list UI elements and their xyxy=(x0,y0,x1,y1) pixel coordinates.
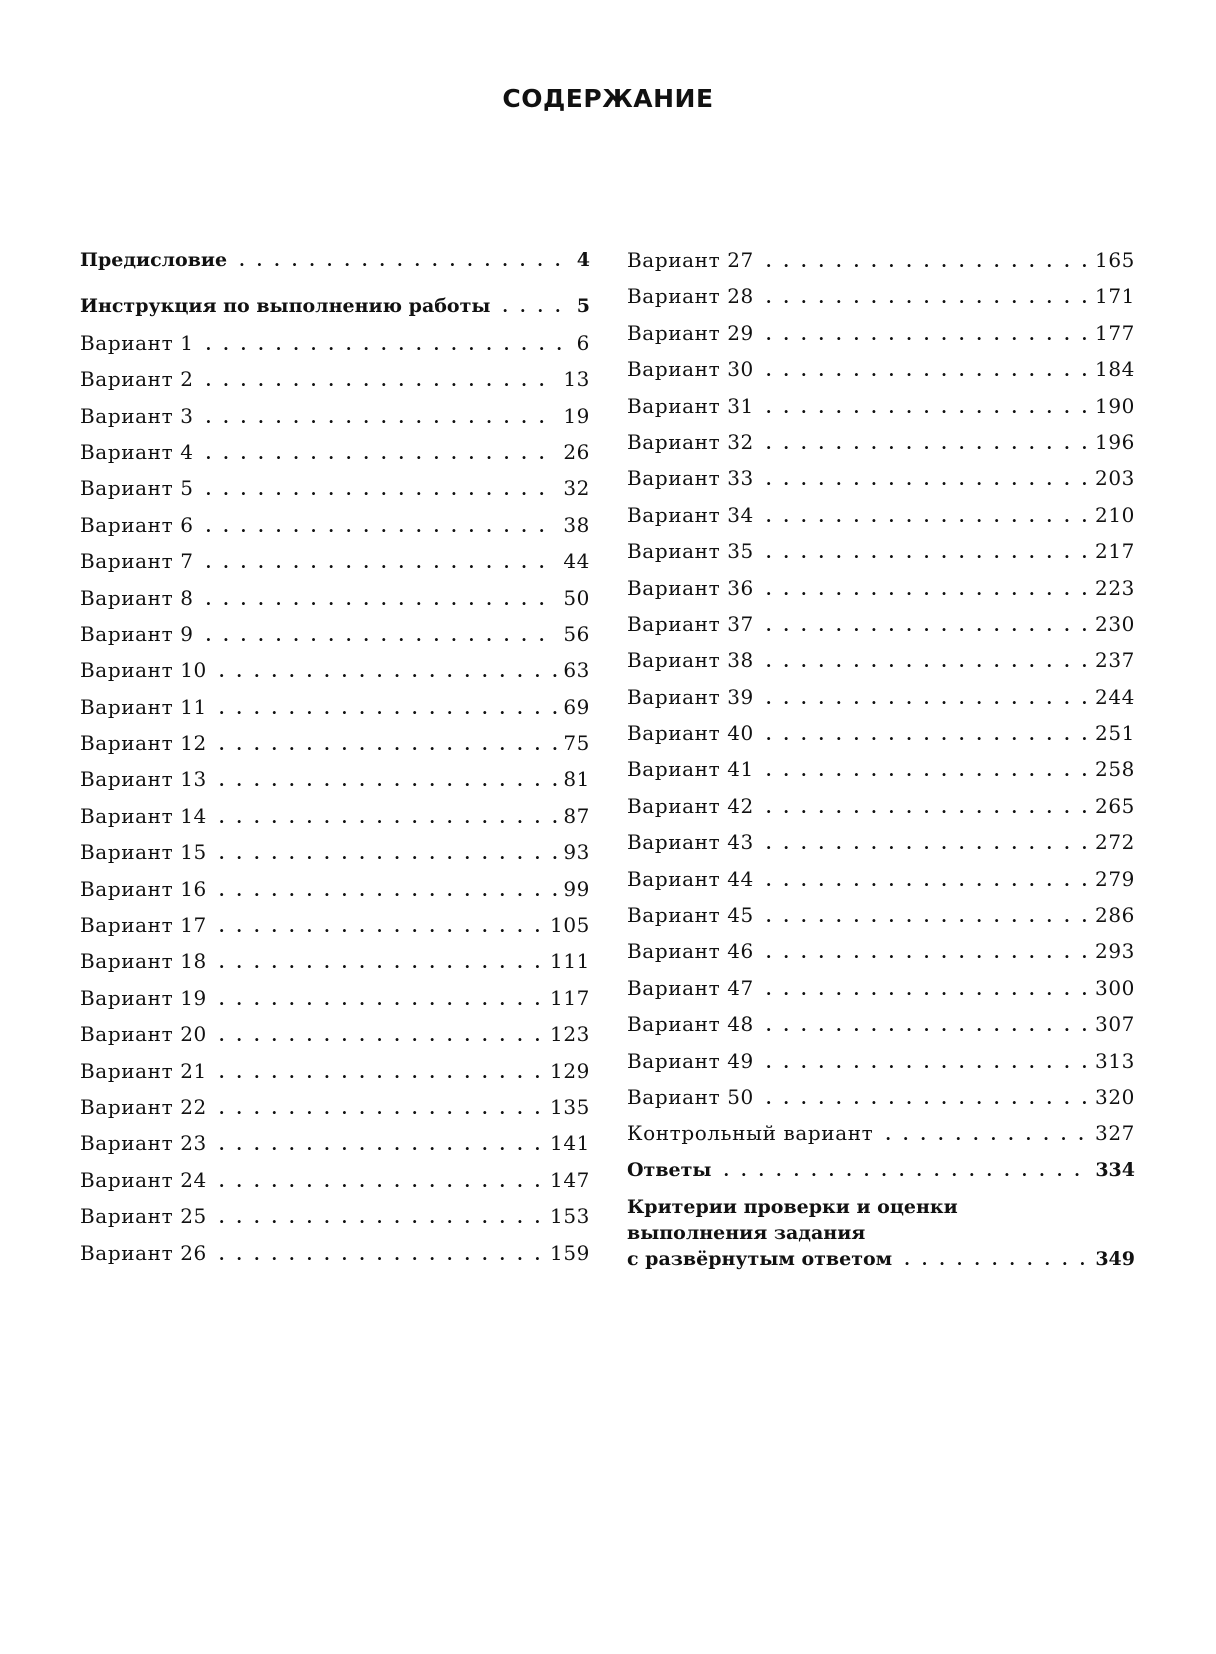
toc-entry-label: Вариант 47 xyxy=(627,975,754,1000)
dot-leader xyxy=(766,1081,1089,1117)
toc-entry[interactable] xyxy=(627,497,1135,533)
toc-entry-page: 63 xyxy=(563,658,590,683)
toc-entry-page: 19 xyxy=(563,403,590,428)
dot-leader xyxy=(219,691,557,727)
toc-entry-label: Вариант 20 xyxy=(80,1022,207,1047)
dot-leader xyxy=(219,909,544,945)
toc-entry-label: Вариант 27 xyxy=(627,248,754,272)
toc-entry-page: 26 xyxy=(563,439,590,464)
toc-entry-label-line: Критерии проверки и оценки xyxy=(627,1196,958,1219)
dot-leader xyxy=(219,1164,544,1200)
toc-entry-page: 69 xyxy=(563,694,590,719)
toc-entry-page: 258 xyxy=(1095,757,1135,782)
dot-leader xyxy=(766,280,1089,316)
toc-entry-label: Вариант 4 xyxy=(80,439,194,464)
dot-leader xyxy=(219,763,557,799)
toc-entry[interactable] xyxy=(627,533,1135,569)
dot-leader xyxy=(766,244,1089,280)
toc-entry-label: Вариант 13 xyxy=(80,767,207,792)
dot-leader xyxy=(206,363,558,399)
toc-entry-page: 300 xyxy=(1095,975,1135,1000)
toc-entry[interactable] xyxy=(627,970,1135,1006)
toc-entry-page: 203 xyxy=(1095,466,1135,491)
dot-leader xyxy=(766,681,1089,717)
dot-leader xyxy=(766,317,1089,353)
toc-entry-page: 265 xyxy=(1095,793,1135,818)
dot-leader xyxy=(219,654,557,690)
toc-entry-label: Вариант 50 xyxy=(627,1084,754,1109)
dot-leader xyxy=(766,644,1089,680)
toc-entry[interactable] xyxy=(80,1016,590,1052)
dot-leader xyxy=(219,1055,544,1091)
dot-leader xyxy=(206,472,558,508)
toc-entry[interactable] xyxy=(80,398,590,434)
toc-entry-label: Вариант 23 xyxy=(80,1131,207,1156)
toc-entry[interactable] xyxy=(627,242,1135,278)
toc-entry-criteria[interactable] xyxy=(627,1188,1135,1273)
toc-entry-label: Вариант 9 xyxy=(80,621,194,646)
toc-entry-label: Вариант 33 xyxy=(627,466,754,491)
toc-entry-label: Вариант 40 xyxy=(627,721,754,746)
toc-entry[interactable] xyxy=(80,871,590,907)
toc-entry-label: Вариант 5 xyxy=(80,476,194,501)
toc-entry[interactable] xyxy=(80,288,590,324)
toc-entry[interactable] xyxy=(627,351,1135,387)
toc-entry-page: 38 xyxy=(563,512,590,537)
toc-left-column xyxy=(80,242,590,1271)
dot-leader xyxy=(206,509,558,545)
toc-entry-page: 210 xyxy=(1095,502,1135,527)
dot-leader xyxy=(766,1008,1089,1044)
toc-entry-page: 307 xyxy=(1095,1012,1135,1037)
toc-entry[interactable] xyxy=(80,616,590,652)
toc-entry[interactable] xyxy=(627,715,1135,751)
toc-entry-page: 293 xyxy=(1095,939,1135,964)
toc-entry[interactable] xyxy=(80,361,590,397)
toc-entry-label: Вариант 16 xyxy=(80,876,207,901)
toc-entry[interactable] xyxy=(80,943,590,979)
toc-entry-label: Вариант 11 xyxy=(80,694,207,719)
dot-leader xyxy=(219,982,544,1018)
toc-entry[interactable] xyxy=(627,1043,1135,1079)
toc-entry[interactable] xyxy=(80,689,590,725)
toc-entry-label: Вариант 2 xyxy=(80,367,194,392)
toc-entry[interactable] xyxy=(80,1162,590,1198)
toc-entry[interactable] xyxy=(80,1089,590,1125)
toc-entry[interactable] xyxy=(80,798,590,834)
toc-entry-page: 349 xyxy=(1095,1248,1135,1271)
dot-leader xyxy=(206,436,558,472)
toc-entry-page: 117 xyxy=(550,985,590,1010)
dot-leader xyxy=(239,243,571,279)
toc-entry-page: 141 xyxy=(550,1131,590,1156)
toc-entry-page: 286 xyxy=(1095,903,1135,928)
toc-entry-label: Вариант 34 xyxy=(627,502,754,527)
toc-entry-page: 129 xyxy=(550,1058,590,1083)
dot-leader xyxy=(766,353,1089,389)
toc-entry[interactable] xyxy=(627,460,1135,496)
toc-entry-label: Вариант 46 xyxy=(627,939,754,964)
dot-leader xyxy=(219,945,544,981)
dot-leader xyxy=(219,1127,544,1163)
toc-entry-label: Предисловие xyxy=(80,249,228,271)
toc-entry-page: 87 xyxy=(563,803,590,828)
toc-entry-label: Вариант 43 xyxy=(627,830,754,855)
toc-entry-label: Вариант 15 xyxy=(80,840,207,865)
dot-leader xyxy=(219,727,557,763)
toc-entry-page: 5 xyxy=(576,295,590,318)
toc-entry-page: 50 xyxy=(563,585,590,610)
toc-entry-page: 327 xyxy=(1095,1121,1135,1146)
toc-entry-page: 190 xyxy=(1095,393,1135,418)
toc-entry-label: Вариант 45 xyxy=(627,903,754,928)
toc-entry-label: Вариант 32 xyxy=(627,429,754,454)
toc-entry-label: Вариант 12 xyxy=(80,731,207,756)
toc-entry-label: Вариант 7 xyxy=(80,549,194,574)
dot-leader xyxy=(766,753,1089,789)
toc-entry-page: 44 xyxy=(563,549,590,574)
dot-leader xyxy=(206,545,558,581)
toc-entry-label: Ответы xyxy=(627,1158,712,1181)
dot-leader xyxy=(206,327,571,363)
toc-entry[interactable] xyxy=(627,897,1135,933)
dot-leader xyxy=(766,790,1089,826)
toc-entry-label: Вариант 49 xyxy=(627,1048,754,1073)
toc-entry-page: 230 xyxy=(1095,611,1135,636)
toc-entry-page: 159 xyxy=(550,1240,590,1265)
dot-leader xyxy=(723,1153,1089,1189)
toc-entry[interactable] xyxy=(80,834,590,870)
toc-entry-label: Вариант 30 xyxy=(627,357,754,382)
dot-leader xyxy=(766,863,1089,899)
toc-entry-label: Вариант 29 xyxy=(627,320,754,345)
toc-entry-page: 105 xyxy=(550,913,590,938)
toc-entry-page: 81 xyxy=(563,767,590,792)
toc-entry-label: Вариант 39 xyxy=(627,684,754,709)
toc-entry[interactable] xyxy=(627,606,1135,642)
dot-leader xyxy=(885,1117,1089,1153)
dot-leader xyxy=(766,572,1089,608)
toc-entry-page: 147 xyxy=(550,1167,590,1192)
toc-entry-label-line: выполнения задания xyxy=(627,1222,866,1245)
toc-entry[interactable] xyxy=(80,1125,590,1161)
dot-leader xyxy=(219,836,557,872)
toc-entry[interactable] xyxy=(627,824,1135,860)
toc-entry[interactable] xyxy=(627,388,1135,424)
toc-entry-label: Вариант 3 xyxy=(80,403,194,428)
toc-entry[interactable] xyxy=(80,470,590,506)
toc-entry[interactable] xyxy=(627,570,1135,606)
toc-entry-page: 111 xyxy=(550,949,590,974)
dot-leader xyxy=(206,618,558,654)
toc-entry[interactable] xyxy=(627,1006,1135,1042)
toc-entry[interactable] xyxy=(627,751,1135,787)
toc-entry-page: 272 xyxy=(1095,830,1135,855)
dot-leader xyxy=(219,1018,544,1054)
toc-entry-page: 223 xyxy=(1095,575,1135,600)
dot-leader xyxy=(766,1045,1089,1081)
toc-entry-label: Вариант 35 xyxy=(627,539,754,564)
toc-entry-page: 93 xyxy=(563,840,590,865)
toc-entry[interactable] xyxy=(627,679,1135,715)
toc-entry[interactable] xyxy=(627,861,1135,897)
dot-leader xyxy=(766,826,1089,862)
toc-entry-label: Вариант 17 xyxy=(80,913,207,938)
toc-entry-label: Вариант 37 xyxy=(627,611,754,636)
toc-entry-page: 4 xyxy=(576,249,590,271)
toc-entry-page: 313 xyxy=(1095,1048,1135,1073)
dot-leader xyxy=(219,1237,544,1273)
toc-entry-page: 251 xyxy=(1095,721,1135,746)
toc-entry[interactable] xyxy=(627,642,1135,678)
toc-entry-label: Вариант 31 xyxy=(627,393,754,418)
toc-entry[interactable] xyxy=(627,933,1135,969)
dot-leader xyxy=(766,499,1089,535)
dot-leader xyxy=(766,899,1089,935)
toc-entry-page: 123 xyxy=(550,1022,590,1047)
toc-entry[interactable] xyxy=(627,1079,1135,1115)
toc-entry-label: Вариант 1 xyxy=(80,330,194,355)
toc-entry[interactable] xyxy=(627,1115,1135,1151)
dot-leader xyxy=(219,1091,544,1127)
dot-leader xyxy=(219,800,557,836)
toc-entry-page: 171 xyxy=(1095,284,1135,309)
toc-entry-label: Вариант 14 xyxy=(80,803,207,828)
toc-entry-label: Вариант 21 xyxy=(80,1058,207,1083)
toc-entry[interactable] xyxy=(80,1235,590,1271)
dot-leader xyxy=(219,1200,544,1236)
dot-leader xyxy=(206,582,558,618)
toc-entry-label: Вариант 24 xyxy=(80,1167,207,1192)
toc-entry[interactable] xyxy=(627,424,1135,460)
toc-entry-page: 237 xyxy=(1095,648,1135,673)
toc-entry-label-line: с развёрнутым ответом xyxy=(627,1248,893,1271)
dot-leader xyxy=(766,462,1089,498)
page-title: СОДЕРЖАНИЕ xyxy=(502,84,714,113)
toc-entry-page: 244 xyxy=(1095,684,1135,709)
toc-entry[interactable] xyxy=(80,242,590,278)
toc-entry-label: Вариант 28 xyxy=(627,284,754,309)
dot-leader xyxy=(766,717,1089,753)
toc-entry[interactable] xyxy=(627,315,1135,351)
toc-entry-page: 153 xyxy=(550,1204,590,1229)
toc-entry[interactable] xyxy=(80,725,590,761)
toc-entry[interactable] xyxy=(80,543,590,579)
toc-entry[interactable] xyxy=(80,761,590,797)
toc-entry-label: Вариант 19 xyxy=(80,985,207,1010)
dot-leader xyxy=(219,873,557,909)
toc-entry[interactable] xyxy=(627,1152,1135,1188)
toc-entry-page: 99 xyxy=(563,876,590,901)
toc-entry-page: 165 xyxy=(1095,248,1135,272)
dot-leader xyxy=(766,426,1089,462)
toc-entry-page: 56 xyxy=(563,621,590,646)
toc-entry-page: 75 xyxy=(563,731,590,756)
dot-leader xyxy=(502,289,570,325)
toc-entry-label: Вариант 48 xyxy=(627,1012,754,1037)
dot-leader xyxy=(904,1247,1089,1273)
toc-entry-page: 177 xyxy=(1095,320,1135,345)
toc-entry-page: 320 xyxy=(1095,1084,1135,1109)
dot-leader xyxy=(766,972,1089,1008)
toc-entry-page: 334 xyxy=(1095,1158,1135,1181)
toc-entry[interactable] xyxy=(80,325,590,361)
dot-leader xyxy=(766,535,1089,571)
toc-entry-page: 279 xyxy=(1095,866,1135,891)
toc-entry-label: Вариант 25 xyxy=(80,1204,207,1229)
toc-entry-label: Вариант 41 xyxy=(627,757,754,782)
toc-entry[interactable] xyxy=(80,580,590,616)
dot-leader xyxy=(766,390,1089,426)
toc-entry[interactable] xyxy=(627,788,1135,824)
dot-leader xyxy=(766,935,1089,971)
toc-entry-page: 184 xyxy=(1095,357,1135,382)
toc-entry-label: Вариант 10 xyxy=(80,658,207,683)
toc-entry-label: Вариант 36 xyxy=(627,575,754,600)
toc-entry-label: Инструкция по выполнению работы xyxy=(80,295,491,318)
toc-entry-label: Вариант 22 xyxy=(80,1094,207,1119)
toc-entry-page: 196 xyxy=(1095,429,1135,454)
toc-entry-label: Вариант 44 xyxy=(627,866,754,891)
toc-right-column xyxy=(627,242,1135,1273)
toc-entry[interactable] xyxy=(627,278,1135,314)
toc-entry[interactable] xyxy=(80,434,590,470)
toc-entry-label: Контрольный вариант xyxy=(627,1121,874,1146)
toc-entry-page: 13 xyxy=(563,367,590,392)
dot-leader xyxy=(766,608,1089,644)
toc-entry-label: Вариант 26 xyxy=(80,1240,207,1265)
toc-entry-label: Вариант 42 xyxy=(627,793,754,818)
toc-entry-label: Вариант 8 xyxy=(80,585,194,610)
toc-entry[interactable] xyxy=(80,1053,590,1089)
toc-entry-label: Вариант 6 xyxy=(80,512,194,537)
toc-entry-label: Вариант 18 xyxy=(80,949,207,974)
toc-entry-page: 135 xyxy=(550,1094,590,1119)
toc-entry[interactable] xyxy=(80,507,590,543)
toc-entry-label: Вариант 38 xyxy=(627,648,754,673)
toc-entry-page: 32 xyxy=(563,476,590,501)
toc-entry-page: 6 xyxy=(576,330,590,355)
toc-entry[interactable] xyxy=(80,980,590,1016)
toc-entry[interactable] xyxy=(80,1198,590,1234)
toc-entry-page: 217 xyxy=(1095,539,1135,564)
toc-entry[interactable] xyxy=(80,907,590,943)
toc-entry[interactable] xyxy=(80,652,590,688)
dot-leader xyxy=(206,400,558,436)
